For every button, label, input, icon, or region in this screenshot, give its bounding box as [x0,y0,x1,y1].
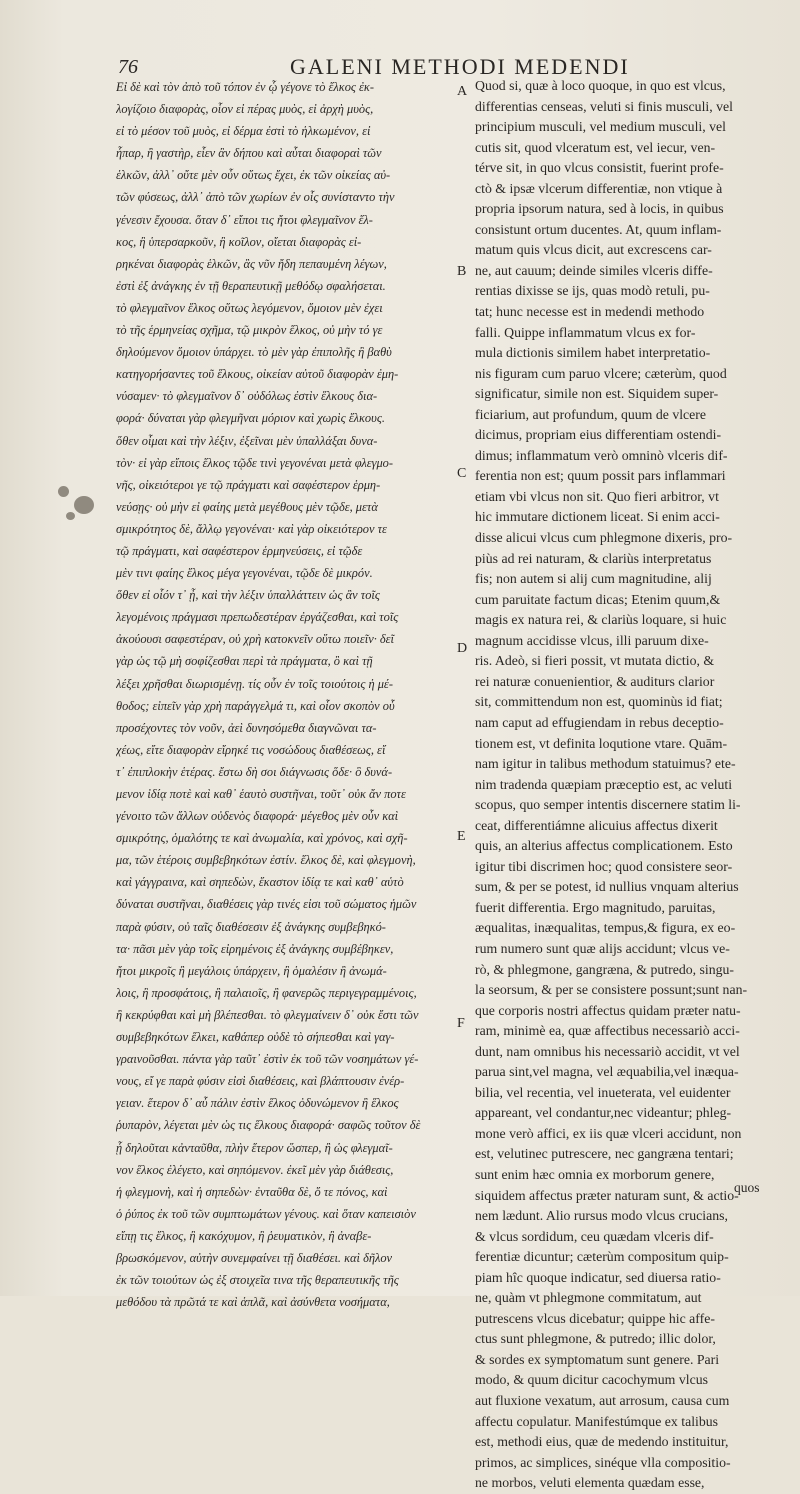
latin-text-line: igitur tibi discrimen hoc; quod consistere seor- [475,858,733,874]
greek-text-line: τὸ τῆς ἑρμηνείας σχῆμα, τῷ μικρὸν ἕλκος, οὐ μὴν τό γε [116,323,383,338]
latin-text-line: dicimus, propriam eius differentiam ostendi- [475,427,722,443]
latin-text-line: ceat, differentiámne alicuius affectus dixerit [475,817,718,833]
latin-text-line: fis; non autem si alij cum magnitudine, alij [475,571,712,587]
latin-text-line: rentias dixisse se ijs, quas modò retuli, pu- [475,283,710,299]
latin-text-line: est, velutinec putrescere, nec gangræna tentari; [475,1146,734,1162]
greek-text-line: λογίζοιο διαφορὰς, οἷον εἰ πέρας μυὸς, εἰ ἀρχὴ μυὸς, [116,102,374,117]
latin-text-line: etiam vbi vlcus non sit. Quo fieri arbitror, vt [475,488,719,504]
latin-text-line: térve sit, in quo vlcus consistit, fuerint profe- [475,160,724,176]
latin-text-line: nim tradenda quæpiam præceptio est, ac veluti [475,776,733,792]
greek-text-line: ἐστὶ ἐξ ἀνάγκης ἐν τῇ θεραπευτικῇ μεθόδῳ σφαλήσεται. [116,278,386,293]
greek-text-line: ἤτοι μικροῖς ἢ μεγάλοις ὑπάρχειν, ἢ ὁμαλέσιν ἢ ἀνωμά- [116,963,387,978]
greek-text-line: παρὰ φύσιν, οὐ ταῖς διαθέσεσιν ἐξ ἀνάγκης συμβεβηκό- [116,919,386,934]
latin-text-line: piam hîc quoque indicatur, sed diuersa ratio- [475,1269,721,1285]
latin-text-line: putrescens vlcus dicebatur; quippe hic affe- [475,1310,715,1326]
latin-text-line: & sordes ex symptomatum sunt genere. Pari [475,1351,720,1367]
greek-text-line: ἧπαρ, ἢ γαστὴρ, εἶεν ἂν δήπου καὶ αὗται διαφοραὶ τῶν [116,146,382,161]
greek-text-line: προσέχοντες τὸν νοῦν, ἀεὶ δυνησόμεθα διαγνῶναι τα- [116,720,377,735]
greek-text-line: ὁ ῥύπος ἐκ τοῦ τῶν συμπτωμάτων γένους. καὶ ὅταν καπεισιὸν [116,1206,416,1221]
ink-stain [58,486,69,497]
latin-text-line: magis ex natura rei, & clariùs loquare, si huic [475,612,727,628]
greek-text-line: τῷ πράγματι, καὶ σαφέστερον ἑρμηνεύσεις, εἰ τῷδε [116,543,363,558]
greek-text-line: τα· πᾶσι μὲν γὰρ τοῖς εἰρημένοις ἐξ ἀνάγκης συμβέβηκεν, [116,941,394,956]
latin-text-line: principium musculi, vel medium musculi, vel [475,119,726,135]
greek-text-line: χέως, εἴτε διαφορὰν εἴρηκέ τις νοσώδους διαθέσεως, εἴ [116,742,386,757]
greek-text-line: σμικρότης, ὁμαλότης τε καὶ ἀνωμαλία, καὶ χρόνος, καὶ σχῆ- [116,831,408,846]
catchword: quos [734,1180,760,1195]
greek-text-line: νῆς, οἰκειότεροι γε τῷ πράγματι καὶ σαφέστερον ἑρμη- [116,477,381,492]
greek-text-line: θοδος; εἰπεῖν γὰρ χρὴ παράγγελμά τι, καὶ οἷον σκοπὸν οὗ [116,698,395,713]
latin-text-line: quis, an alterius affectus complicationem. Esto [475,838,733,854]
latin-text-line: rò, & phlegmone, gangræna, & putredo, singu- [475,961,735,977]
greek-text-line: λοις, ἢ προσφάτοις, ἢ παλαιοῖς, ἢ φανερῶς περιγεγραμμένοις, [116,985,417,1000]
greek-text-line: νους, εἴ γε παρὰ φύσιν εἰσὶ διαθέσεις, καὶ βλάπτουσιν ἐνέρ- [116,1074,405,1089]
greek-text-line: νον ἕλκος ἐλέγετο, καὶ σηπόμενον. ἐκεῖ μὲν γὰρ διάθεσις, [116,1162,394,1177]
latin-text-line: ne, aut cauum; deinde similes vlceris diffe- [475,262,713,278]
greek-text-line: μεθόδου τὰ πρῶτά τε καὶ ἁπλᾶ, καὶ ἀσύνθετα νοσήματα, [116,1295,390,1310]
latin-text-line: scopus, quo semper intentis discernere statim li- [475,797,741,813]
greek-text-line: γὰρ ὡς τῷ μὴ σοφίζεσθαι περὶ τὰ πράγματα, ὃ καὶ τῇ [116,654,373,669]
latin-text-line: matum quis vlcus dicit, aut excrescens car- [475,242,712,258]
section-marker: D [457,641,468,656]
latin-text-line: siquidem affectus præter naturam sunt, & actio- [475,1187,739,1203]
latin-text-line: Quod si, quæ à loco quoque, in quo est vlcus, [475,78,726,93]
greek-text-line: ἢ κεκρύφθαι καὶ μὴ βλέπεσθαι. τὸ φλεγμαίνειν δ᾽ οὐκ ἔστι τῶν [116,1007,419,1022]
greek-text-line: ὅθεν οἶμαι καὶ τὴν λέξιν, ἐξεῖναι μὲν ὑπαλλάξαι δυνα- [116,433,378,448]
latin-text-line: & vlcus sordidum, ceu quædam vlceris dif- [475,1228,714,1244]
greek-text-line: Εἰ δὲ καὶ τὸν ἀπὸ τοῦ τόπον ἐν ᾧ γέγονε τὸ ἕλκος ἐκ- [116,80,374,94]
latin-text-line: la seorsum, & per se consistere possunt;sunt nan- [475,982,748,998]
greek-text-line: δύναται συστῆναι, διαθέσεις γὰρ τινές εἰσι τοῦ σώματος ἡμῶν [116,897,417,912]
latin-text-line: tionem est, vt definita loqutione vtare. Quām- [475,735,728,751]
latin-text-line: que corporis nostri affectus quidam præter natu- [475,1002,741,1018]
latin-text-line: piùs ad rei naturam, & clariùs interpretatus [475,550,712,566]
running-title: GALENI METHODI MEDENDI [290,54,630,79]
latin-text-line: ficiarium, aut profundum, quum de vlcere [475,406,707,422]
latin-text-line: hic immutare dictionem liceat. Si enim acci- [475,509,720,525]
greek-text-line: εἴπῃ τις ἕλκος, ἢ κακόχυμον, ἢ ῥευματικὸν, ἢ ἀναβε- [116,1228,372,1243]
latin-text-line: rum numero sunt quæ alijs accidunt; vlcus ve- [475,940,730,956]
greek-text-line: σμικρότητος δὲ, ἄλλῳ γεγονέναι· καὶ γὰρ οἰκειότερον τε [116,521,387,536]
latin-text-line: aut fluxione vexatum, aut arrosum, causa cum [475,1393,730,1408]
latin-text-line: cutis sit, quod vlceratum est, vel iecur, ven- [475,139,716,155]
latin-text-line: ctus sunt phlegmone, & putredo; illic dolor, [475,1331,716,1347]
latin-text-line: ram, minimè ea, quæ affectibus necessariò acci- [475,1023,740,1039]
latin-text-line: sum, & per se potest, id nullius vnquam alterius [475,879,739,895]
latin-text-line: consistunt ortum ducentes. At, quum inflam- [475,221,722,237]
section-marker: F [457,1016,465,1031]
greek-text-line: ἡ φλεγμονὴ, καὶ ἡ σηπεδὼν· ἐνταῦθα δὲ, ὅ τε πόνος, καὶ [116,1184,388,1199]
greek-text-line: συμβεβηκότων ἕλκει, καθάπερ οὐδὲ τὸ σήπεσθαι καὶ γαγ- [116,1030,395,1045]
latin-text-line: dunt, nam omnibus his necessariò accidit, vt vel [475,1043,740,1059]
greek-text-line: ῥυπαρὸν, λέγεται μὲν ὡς τις ἕλκους διαφορά· σαφῶς τοῦτον δὲ [116,1118,421,1133]
greek-text-line: τ᾽ ἐπιπλοκὴν ἑτέρας. ἔστω δὴ σοι διάγνωσις ὅδε· ὃ δυνά- [116,764,393,779]
latin-text-line: falli. Quippe inflammatum vlcus ex for- [475,324,696,340]
latin-text-line: primos, ac simplices, sinéque vlla compositio- [475,1454,731,1470]
latin-text-line: ne morbos, veluti elementa quædam esse, [475,1475,705,1491]
latin-text-line: disse alicui vlcus cum phlegmone dixeris, pro- [475,530,733,546]
latin-text-line: significatur, simile non est. Siquidem super- [475,386,719,402]
latin-text-line: magnum accidisse vlcus, illi paruum dixe- [475,632,709,648]
greek-text-line: καὶ γάγγραινα, καὶ σηπεδὼν, ἕκαστον ἰδίᾳ τε καὶ καθ᾽ αὑτὸ [116,875,404,890]
greek-text-line: δηλούμενον ὅμοιον ὑπάρχει. τὸ μὲν γὰρ ἐπιπολῆς ἢ βαθὺ [116,345,392,360]
greek-text-line: φορά· δύναται γὰρ φλεγμῆναι μόριον καὶ χωρὶς ἕλκους. [116,411,385,426]
greek-text-line: γένεσιν ἔχουσα. ὅταν δ᾽ εἴποι τις ἤτοι φλεγμαῖνον ἕλ- [116,212,373,227]
latin-text-line: affectu copulatur. Manifestúmque ex talibus [475,1413,719,1429]
latin-text-line: sit, committendum non est, quominùs id fiat; [475,694,723,710]
greek-text-column [116,76,454,1313]
latin-text-line: bilia, vel recentia, vel inueterata, vel euidenter [475,1084,731,1100]
greek-text-line: γειαν. ἕτερον δ᾽ αὖ πάλιν ἐστὶν ἕλκος ὀδυνώμενον ἢ ἕλκος [116,1096,399,1111]
latin-text-line: differentias censeas, veluti si finis musculi, vel [475,98,733,114]
latin-text-line: nam igitur in talibus methodum statuimus? ete- [475,756,736,772]
latin-text-line: ne, quàm vt phlegmone commitatum, aut [475,1290,702,1306]
latin-text-line: nem lædunt. Alio rursus modo vlcus crucians, [475,1208,728,1224]
latin-text-line: rei naturæ conuenientior, & auditurs clarior [475,673,715,689]
greek-text-line: λέξει χρῆσθαι διωρισμένῃ. τίς οὖν ἐν τοῖς τοιούτοις ἡ μέ- [116,676,393,691]
latin-text-line: appareant, vel condantur,nec videantur; phleg- [475,1105,732,1121]
latin-text-line: propria ipsorum natura, sed à locis, in quibus [475,201,724,217]
latin-text-line: ctò & ipsæ vlcerum differentiæ, non vtique à [475,180,723,196]
latin-text-line: æqualitas, inæqualitas, tempus,& figura, ex eo- [475,920,736,936]
latin-text-column [475,76,773,1494]
latin-text-line: modo, & quum dicitur cacochymum vlcus [475,1372,708,1388]
greek-text-line: μὲν τινι φαίης ἕλκος μέγα γεγονέναι, τῷδε δὲ μικρόν. [116,566,373,581]
section-marker: A [457,84,468,99]
greek-text-line: ἐκ τῶν τοιούτων ὡς ἐξ στοιχεῖα τινα τῆς θεραπευτικῆς τῆς [116,1273,399,1288]
greek-text-line: ρηκέναι διαφορὰς ἑλκῶν, ἃς νῦν ἤδη πεπαυμένη λέγων, [116,256,387,271]
latin-text-line: nam caput ad effugiendam in rebus deceptio- [475,714,724,730]
section-marker: C [457,466,467,481]
latin-text-line: cum paruitate factum dicas; Etenim quum,& [475,591,721,607]
latin-text-line: sunt enim hæc omnia ex morborum genere, [475,1166,715,1182]
greek-text-line: γραινοῦσθαι. πάντα γὰρ ταῦτ᾽ ἐστὶν ἐκ τοῦ τῶν νοσημάτων γέ- [116,1052,419,1067]
greek-text-line: βρωσκόμενον, αὐτὴν συνεμφαίνει τῇ διαθέσει. καὶ δῆλον [116,1250,393,1265]
page-number: 76 [118,56,138,78]
greek-text-line: τὸν· εἰ γὰρ εἴποις ἕλκος τῷδε τινὶ γεγονέναι μετὰ φλεγμο- [116,455,394,470]
latin-text-line: nis figuram cum paruo vlcere; cæterùm, quod [475,365,727,381]
greek-text-line: κατηγορήσαντες τοῦ ἕλκους, οἰκείαν αὐτοῦ διαφορὰν ἐμη- [116,367,399,382]
margin-markers [455,76,473,1196]
latin-text-line: fuerit differentia. Ergo magnitudo, paruitas, [475,899,716,915]
greek-text-line: νύσαμεν· τὸ φλεγμαῖνον δ᾽ οὐδόλως ἐστὶν ἕλκους δια- [116,389,378,404]
latin-text-line: tat; hunc necesse est in medendi methodo [475,304,705,320]
greek-text-line: νεύσῃς· οὐ μὴν εἰ φαίης μετὰ μεγέθους μὲν τῷδε, μετὰ [116,499,378,514]
greek-text-line: λεγομένοις πράγμασι πρεπωδεστέραν ἐργάζεσθαι, καὶ τοῖς [116,610,399,625]
ink-stain [66,512,75,520]
greek-text-line: μενον ἰδίᾳ ποτὲ καὶ καθ᾽ ἑαυτὸ συστῆναι, τοῦτ᾽ οὐκ ἄν ποτε [116,787,406,801]
latin-text-line: ferentia non est; quum possit pars inflammari [475,468,726,484]
greek-text-line: μα, τῶν ἑτέροις συμβεβηκότων ἐστίν. ἕλκος δὲ, καὶ φλεγμονὴ, [116,853,416,868]
greek-text-line: ἀκούουσι σαφεστέραν, οὐ χρὴ κατοκνεῖν οὕτω ποιεῖν· δεῖ [116,632,394,647]
latin-text-line: ris. Adeò, si fieri possit, vt mutata dictio, & [475,653,715,669]
latin-text-line: parua sint,vel magna, vel æquabilia,vel inæqua- [475,1064,739,1080]
greek-text-line: τὸ φλεγμαῖνον ἕλκος οὕτως λεγόμενον, ὅμοιον μὲν ἐχει [116,300,383,315]
greek-text-line: τῶν φύσεως, ἀλλ᾽ ἀπὸ τῶν χωρίων ἐν οἷς συνίσταντο τὴν [116,190,395,205]
latin-text-line: mone verò affici, ex iis quæ vlceri accidunt, non [475,1125,742,1141]
greek-text-line: γένοιτο τῶν ἄλλων οὐδενὸς διαφορά· μέγεθος μὲν οὖν καὶ [116,809,399,824]
greek-text-line: κος, ἢ ὑπερσαρκοῦν, ἢ κοῖλον, οἴεται διαφορὰς εἰ- [116,234,362,249]
greek-text-line: εἰ τὸ μέσον τοῦ μυὸς, εἰ δέρμα ἐστὶ τὸ ἡλκωμένον, εἰ [116,124,371,139]
section-marker: B [457,264,467,279]
greek-text-line: ᾗ δηλοῦται κἀνταῦθα, πλὴν ἕτερον ὥσπερ, ἢ ὡς φλεγμαῖ- [116,1140,393,1155]
latin-text-line: dimus; inflammatum verò omninò vlceris dif- [475,447,728,463]
greek-text-line: ὅθεν εἰ οἷόν τ᾽ ᾖ, καὶ τὴν λέξιν ὑπαλλάττειν ὡς ἂν τοῖς [116,588,380,603]
section-marker: E [457,829,466,844]
greek-text-line: ἑλκῶν, ἀλλ᾽ οὔτε μὲν οὖν οὕτως ἔχει, ἐκ τῶν οἰκείας αὐ- [116,168,391,183]
latin-text-line: ferentiæ dicuntur; cæterùm compositum quip- [475,1249,729,1265]
ink-stain [74,496,94,514]
latin-text-line: mula dictionis similem habet interpretatio- [475,345,711,361]
latin-text-line: est, methodi eius, quæ de medendo instituitur, [475,1434,729,1450]
